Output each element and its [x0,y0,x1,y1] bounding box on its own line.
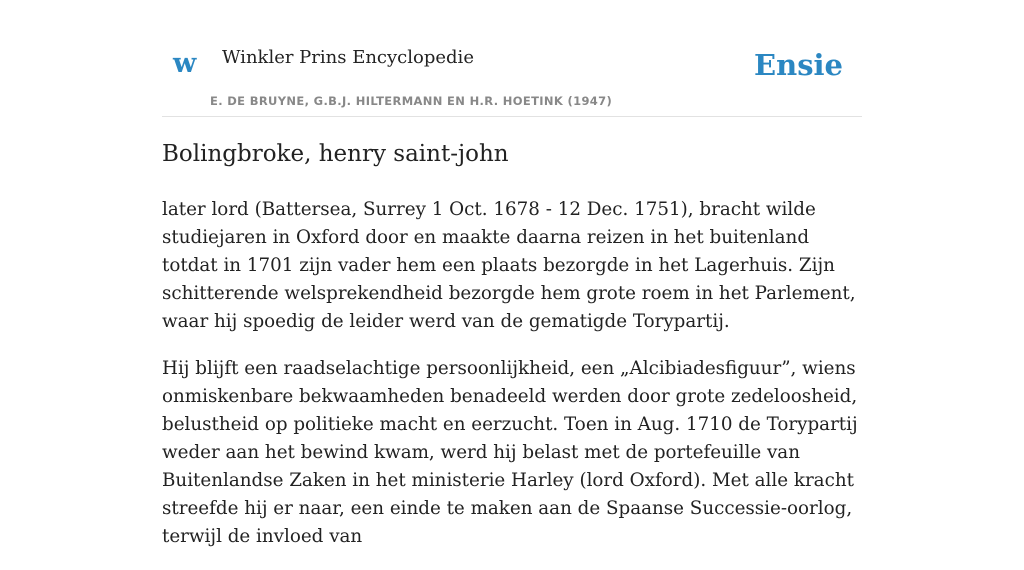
article-title: Bolingbroke, henry saint-john [162,141,509,167]
article [162,138,862,570]
work-authors: E. DE BRUYNE, G.B.J. HILTERMANN EN H.R. HOETINK (1947) [210,94,613,108]
work-logo-icon[interactable]: w [173,48,197,79]
work-header [162,0,862,117]
work-title-link[interactable]: Winkler Prins Encyclopedie [222,47,474,68]
article-paragraph: later lord (Battersea, Surrey 1 Oct. 1678 - 12 Dec. 1751), bracht wilde studiejaren in Oxford door en maakte daarna reizen in het buitenland totdat in 1701 zijn vader hem een plaats bezorgde in het Lagerhuis. Zijn schitterende welsprekendheid bezorgde hem grote roem in het Parlement, waar hij spoedig de leider werd van de gematigde Torypartij. [162,199,856,332]
article-paragraph: Hij blijft een raadselachtige persoonlijkheid, een „Alcibiadesfiguur”, wiens onmiskenbare bekwaamheden benadeeld werden door grote zedeloosheid, belustheid op politieke macht en eerzucht. Toen in Aug. 1710 de Torypartij weder aan het bewind kwam, werd hij belast met de portefeuille van Buitenlandse Zaken in het ministerie Harley (lord Oxford). Met alle kracht streefde hij er naar, een einde te maken aan de Spaanse Successie-oorlog, terwijl de invloed van [162,358,858,547]
ensie-logo-link[interactable]: Ensie [754,48,843,82]
